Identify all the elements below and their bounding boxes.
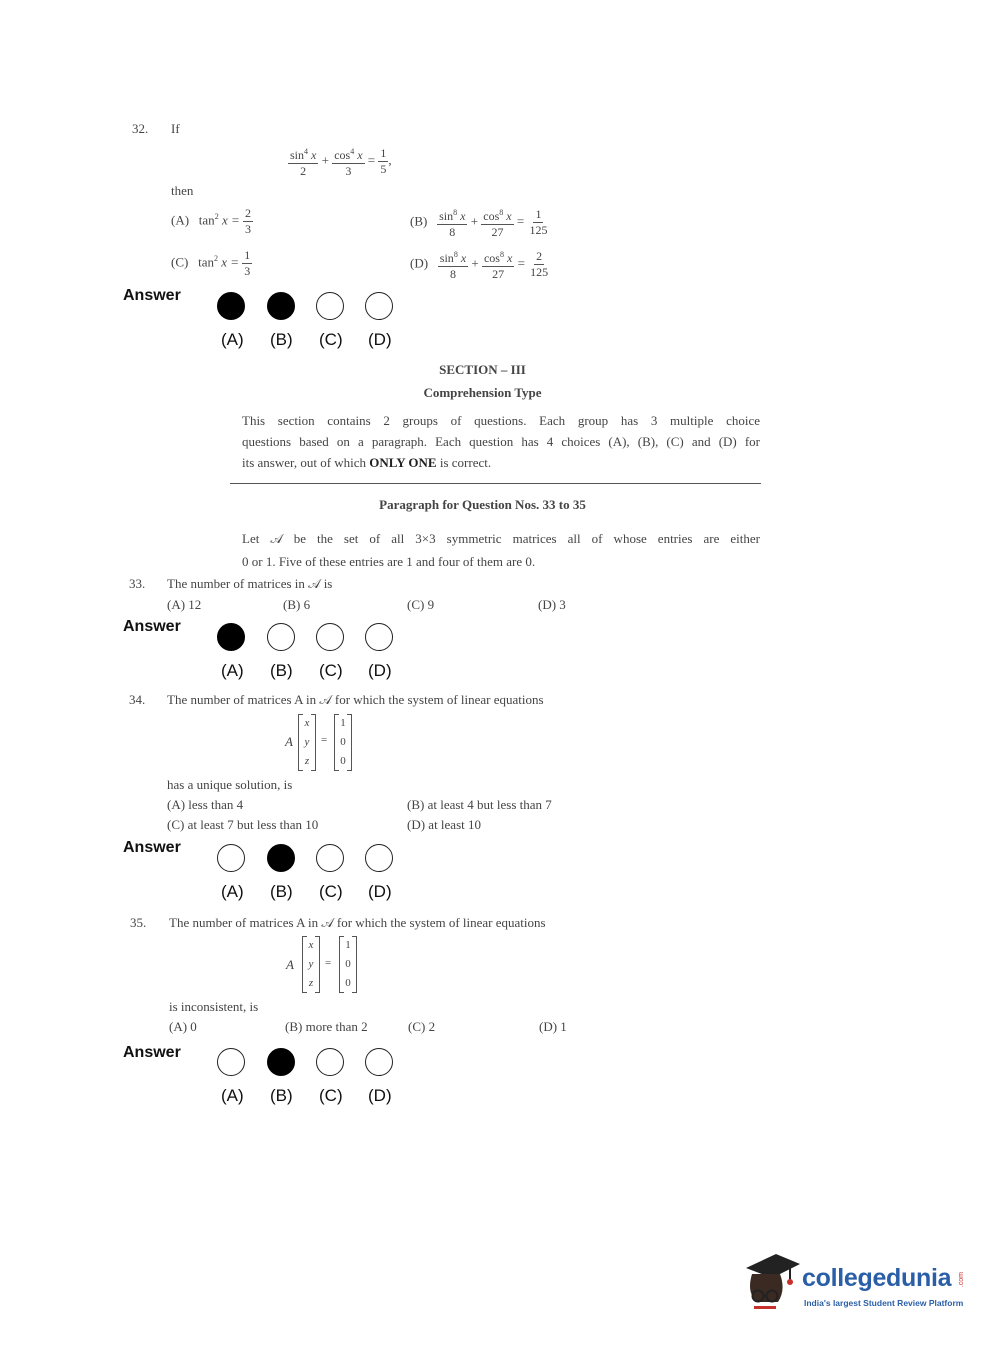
answer-bubble-c[interactable] bbox=[316, 623, 344, 651]
answer-bubble-b[interactable] bbox=[267, 623, 295, 651]
equation-main: $\frac{\sin^4 x}{2}$ + $\frac{\cos^4 x}{3}$ = $\frac{1}{5}$ , bbox=[290, 146, 392, 178]
option-b: (B) $\frac{\sin^8 x}{8}$ + $\frac{\cos^8 x}{27}$ = $\frac{1}{125}$ bbox=[410, 207, 548, 239]
answer-bubble-label: (C) bbox=[319, 661, 343, 680]
then-text: then bbox=[171, 183, 194, 198]
answer-bubble-label: (D) bbox=[368, 1086, 392, 1105]
answer-bubble-label: (D) bbox=[368, 330, 392, 349]
answer-bubble-b[interactable] bbox=[267, 844, 295, 872]
question-text: The number of matrices A in 𝒜 for which the system of linear equations bbox=[169, 915, 546, 930]
question-number: 34. bbox=[129, 692, 146, 707]
answer-bubble-label: (D) bbox=[368, 661, 392, 680]
matrix-A-label: A bbox=[285, 734, 293, 749]
question-number: 35. bbox=[130, 915, 147, 930]
option-c: (C) 9 bbox=[407, 597, 435, 612]
collegedunia-mascot-icon bbox=[742, 1250, 802, 1312]
answer-bubble-c[interactable] bbox=[316, 844, 344, 872]
answer-bubble-d[interactable] bbox=[365, 844, 393, 872]
logo-name: collegedunia bbox=[802, 1264, 952, 1292]
paragraph-line2: 0 or 1. Five of these entries are 1 and four of them are 0. bbox=[242, 554, 536, 569]
option-a: (A) less than 4 bbox=[167, 797, 244, 812]
option-c: (C) at least 7 but less than 10 bbox=[167, 817, 319, 832]
option-b: (B) at least 4 but less than 7 bbox=[407, 797, 552, 812]
logo-tagline: India's largest Student Review Platform bbox=[804, 1298, 964, 1308]
answer-bubble-label: (B) bbox=[270, 1086, 293, 1105]
option-d: (D) $\frac{\sin^8 x}{8}$ + $\frac{\cos^8 x}{27}$ = $\frac{2}{125}$ bbox=[410, 249, 549, 281]
section-title: SECTION – III bbox=[439, 362, 526, 377]
option-b: (B) 6 bbox=[283, 597, 311, 612]
answer-bubble-label: (B) bbox=[270, 882, 293, 901]
option-d: (D) at least 10 bbox=[407, 817, 482, 832]
option-a: (A) 12 bbox=[167, 597, 202, 612]
equals-sign: = bbox=[325, 957, 332, 969]
section-desc-line3: its answer, out of which ONLY ONE is correct. bbox=[242, 455, 492, 470]
answer-bubble-a[interactable] bbox=[217, 844, 245, 872]
answer-bubble-d[interactable] bbox=[365, 1048, 393, 1076]
equals-sign: = bbox=[321, 734, 328, 746]
answer-bubble-label: (C) bbox=[319, 882, 343, 901]
answer-bubble-label: (C) bbox=[319, 1086, 343, 1105]
divider bbox=[230, 483, 761, 484]
vector-b: 1 0 0 bbox=[334, 714, 352, 771]
question-text: The number of matrices A in 𝒜 for which the system of linear equations bbox=[167, 692, 544, 707]
answer-bubble-b[interactable] bbox=[267, 1048, 295, 1076]
vector-xyz: x y z bbox=[298, 714, 316, 771]
paragraph-heading: Paragraph for Question Nos. 33 to 35 bbox=[379, 497, 586, 512]
question-text: If bbox=[171, 121, 180, 136]
answer-bubble-label: (B) bbox=[270, 661, 293, 680]
answer-bubble-a[interactable] bbox=[217, 292, 245, 320]
answer-bubble-label: (A) bbox=[221, 882, 244, 901]
answer-bubble-c[interactable] bbox=[316, 1048, 344, 1076]
option-a: (A) $\tan^2 x$ = $\frac{2}{3}$ bbox=[171, 206, 251, 236]
question-number: 32. bbox=[132, 121, 149, 136]
question-text: The number of matrices in 𝒜 is bbox=[167, 576, 333, 591]
option-a: (A) 0 bbox=[169, 1019, 197, 1034]
matrix-A-label: A bbox=[286, 957, 294, 972]
answer-label: Answer bbox=[123, 618, 181, 635]
answer-bubble-a[interactable] bbox=[217, 623, 245, 651]
section-desc-line2: questions based on a paragraph. Each question has 4 choices (A), (B), (C) and (D) for bbox=[242, 434, 760, 449]
option-d: (D) 1 bbox=[539, 1019, 567, 1034]
answer-bubble-d[interactable] bbox=[365, 292, 393, 320]
paragraph-line1: Let 𝒜 be the set of all 3×3 symmetric matrices all of whose entries are either bbox=[242, 531, 760, 546]
answer-bubble-c[interactable] bbox=[316, 292, 344, 320]
vector-xyz: x y z bbox=[302, 936, 320, 993]
question-text-after: is inconsistent, is bbox=[169, 999, 259, 1014]
answer-bubble-label: (A) bbox=[221, 1086, 244, 1105]
option-c: (C) $\tan^2 x$ = $\frac{1}{3}$ bbox=[171, 248, 251, 278]
answer-bubble-d[interactable] bbox=[365, 623, 393, 651]
answer-bubble-label: (B) bbox=[270, 330, 293, 349]
question-text-after: has a unique solution, is bbox=[167, 777, 293, 792]
logo-suffix: .com bbox=[958, 1272, 965, 1288]
question-number: 33. bbox=[129, 576, 146, 591]
answer-bubble-label: (C) bbox=[319, 330, 343, 349]
answer-label: Answer bbox=[123, 1044, 181, 1061]
option-b: (B) more than 2 bbox=[285, 1019, 368, 1034]
vector-b: 1 0 0 bbox=[339, 936, 357, 993]
answer-label: Answer bbox=[123, 287, 181, 304]
answer-bubble-label: (D) bbox=[368, 882, 392, 901]
answer-bubble-label: (A) bbox=[221, 330, 244, 349]
answer-bubble-a[interactable] bbox=[217, 1048, 245, 1076]
option-c: (C) 2 bbox=[408, 1019, 436, 1034]
answer-bubble-b[interactable] bbox=[267, 292, 295, 320]
answer-label: Answer bbox=[123, 839, 181, 856]
section-desc-line1: This section contains 2 groups of questions. Each group has 3 multiple choice bbox=[242, 413, 760, 428]
option-d: (D) 3 bbox=[538, 597, 566, 612]
section-subtitle: Comprehension Type bbox=[423, 385, 542, 400]
answer-bubble-label: (A) bbox=[221, 661, 244, 680]
